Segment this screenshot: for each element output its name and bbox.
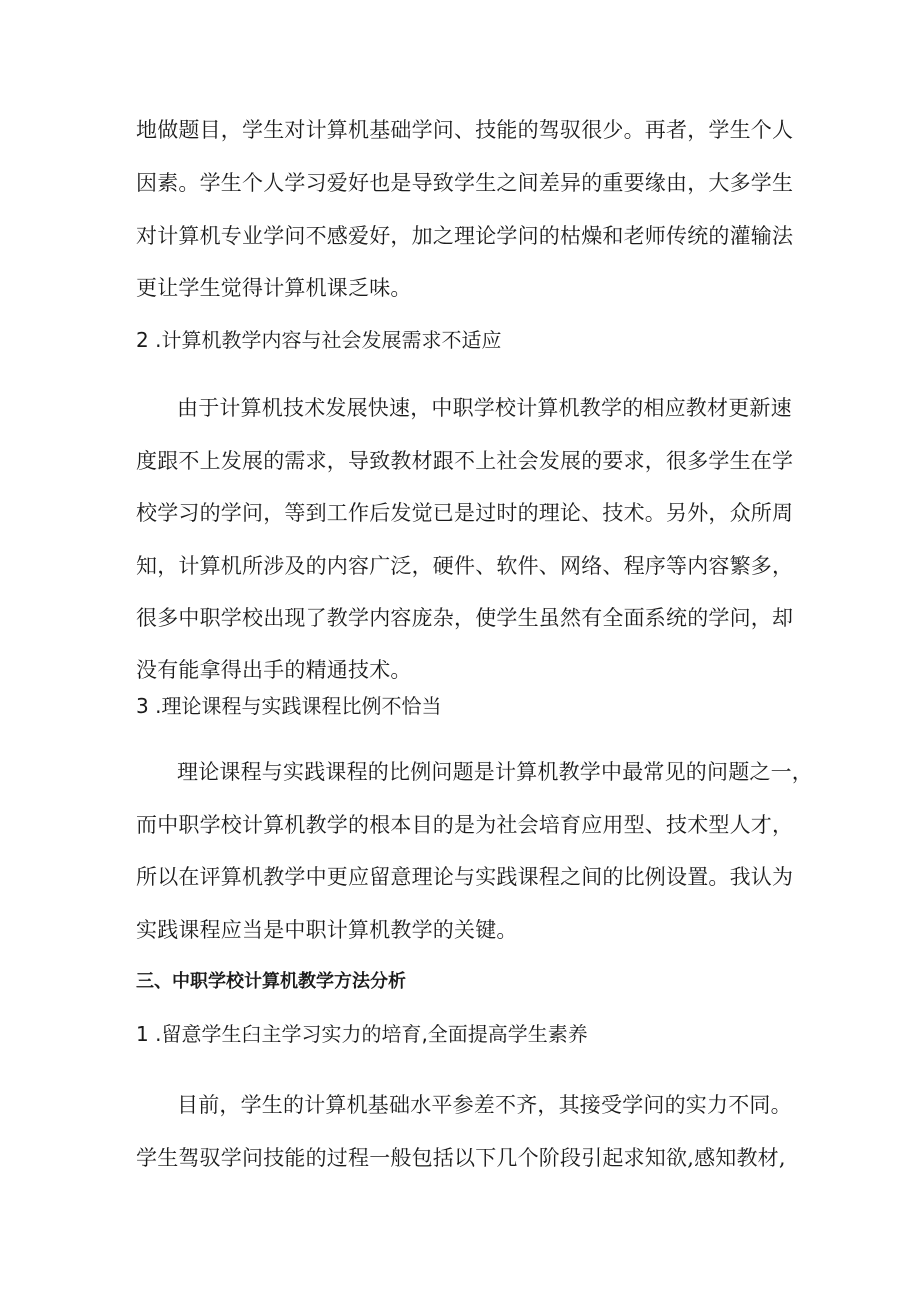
paragraph-2-line-5: 很多中职学校出现了教学内容庞杂，使学生虽然有全面系统的学问，却 <box>136 606 794 630</box>
paragraph-2-line-6: 没有能拿得出手的精通技术。 <box>136 658 412 682</box>
section-heading: 三、中职学校计算机教学方法分析 <box>136 971 406 992</box>
paragraph-2-line-2: 度跟不上发展的需求，导致教材跟不上社会发展的要求，很多学生在学 <box>136 449 794 473</box>
paragraph-3-line-2: 而中职学校计算机教学的根本目的是为社会培育应用型、技术型人才， <box>136 813 794 837</box>
subheading-4: 1 .留意学生臼主学习实力的培育,全面提高学生素养 <box>136 1022 588 1046</box>
paragraph-3-line-4: 实践课程应当是中职计算机教学的关键。 <box>136 918 518 942</box>
paragraph-4-line-2: 学生驾驭学问技能的过程一般包括以下几个阶段引起求知欲,感知教材, <box>136 1146 786 1170</box>
paragraph-1-line-1: 地做题目，学生对计算机基础学问、技能的驾驭很少。再者，学生个人 <box>136 118 794 142</box>
paragraph-2-line-1: 由于计算机技术发展快速，中职学校计算机教学的相应教材更新速 <box>177 396 792 420</box>
paragraph-3-line-3: 所以在评算机教学中更应留意理论与实践课程之间的比例设置。我认为 <box>136 865 794 889</box>
subheading-2: 2 .计算机教学内容与社会发展需求不适应 <box>136 328 502 352</box>
paragraph-3-line-1: 理论课程与实践课程的比例问题是计算机教学中最常见的问题之一， <box>177 760 813 784</box>
subheading-3: 3 .理论课程与实践课程比例不恰当 <box>136 694 442 718</box>
paragraph-1-line-3: 对计算机专业学问不感爱好，加之理论学问的枯燥和老师传统的灌输法 <box>136 224 794 248</box>
paragraph-2-line-3: 校学习的学问，等到工作后发觉已是过时的理论、技术。另外，众所周 <box>136 501 794 525</box>
paragraph-1-line-4: 更让学生觉得计算机课乏味。 <box>136 276 412 300</box>
paragraph-4-line-1: 目前，学生的计算机基础水平参差不齐，其接受学问的实力不同。 <box>177 1093 792 1117</box>
paragraph-1-line-2: 因素。学生个人学习爱好也是导致学生之间差异的重要缘由，大多学生 <box>136 171 794 195</box>
paragraph-2-line-4: 知，计算机所涉及的内容广泛，硬件、软件、网络、程序等内容繁多， <box>136 554 794 578</box>
